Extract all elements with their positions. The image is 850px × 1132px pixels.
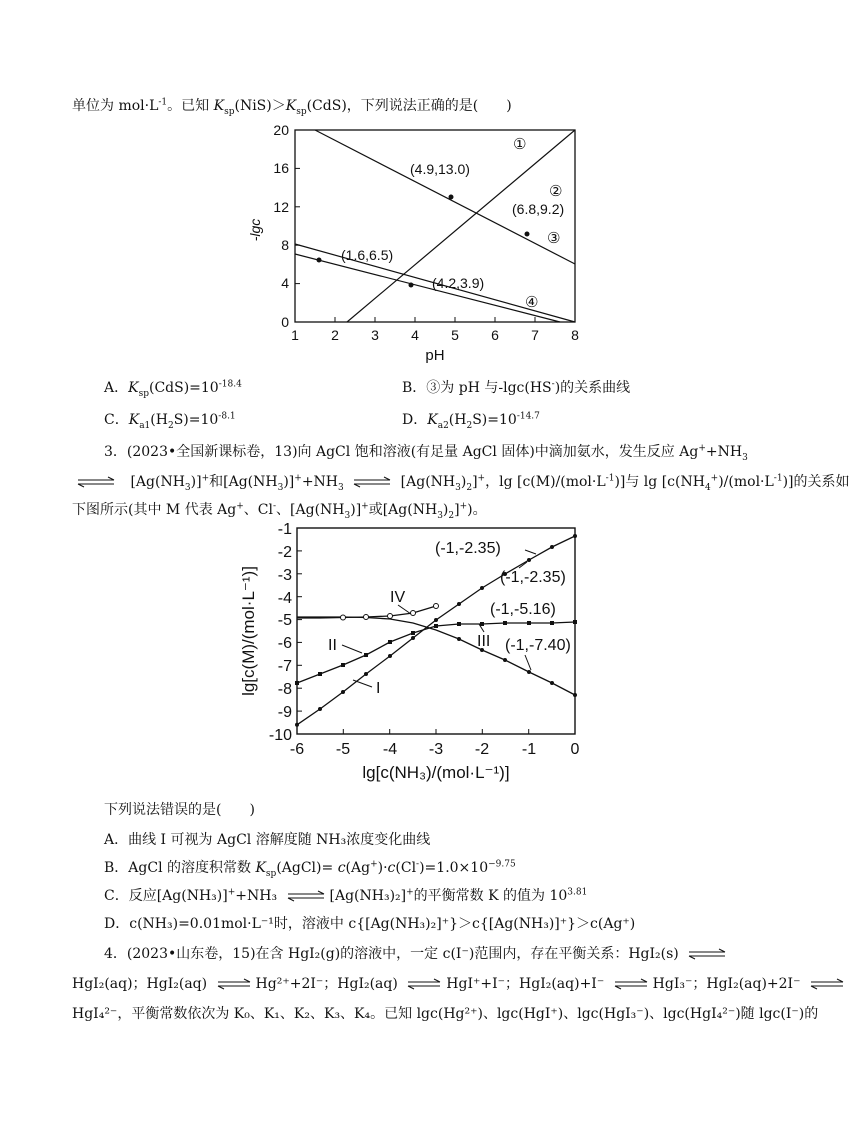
q3-option-c: [104, 886, 587, 906]
chart1-curve-label-1: ①: [513, 136, 527, 153]
opt-text: B．AgCl 的溶度积常数: [104, 860, 256, 876]
chart1-yticks: [295, 130, 300, 322]
opt-text: (Cl: [395, 860, 417, 876]
q3-sub: 3: [184, 482, 191, 493]
equilibrium-arrow-icon: [216, 978, 252, 990]
chart2-ytick--10: -10: [268, 727, 292, 744]
chart-lgc-nh3: [240, 520, 600, 788]
q3-sup: -: [272, 501, 277, 512]
chart2-xtick--6: -6: [289, 741, 305, 758]
opt-sub: a1: [139, 420, 151, 431]
q3-text: )]: [190, 474, 202, 490]
equilibrium-arrow-icon: [406, 978, 442, 990]
opt-k: K: [128, 412, 140, 428]
q4-text: Hg²⁺+2I⁻；HgI₂(aq): [255, 976, 398, 992]
q3-text: ，lg [c(M)/(mol·L: [485, 474, 606, 490]
q3-sup: +: [477, 473, 486, 484]
q3-sub: 4: [704, 482, 711, 493]
chart1-curve-label-4: ④: [525, 294, 539, 311]
chart1-ytick-8: 8: [281, 237, 289, 253]
chart1-ytick-0: 0: [281, 314, 289, 330]
opt-prefix: A．: [104, 380, 129, 396]
q4-text: 4．(2023•山东卷，15)在含 HgI₂(g)的溶液中，一定 c(I⁻)范围内，存在平衡关系：HgI₂(s): [104, 946, 679, 962]
opt-tail: (H: [150, 412, 168, 428]
chart1-xlabel: pH: [425, 347, 445, 364]
chart1-ylabel: -lgc: [247, 218, 263, 242]
chart2-xtick-0: 0: [570, 741, 580, 758]
chart1-xtick-7: 7: [531, 327, 539, 343]
opt-text: +NH₃: [235, 888, 278, 904]
chart1-xtick-1: 1: [291, 327, 299, 343]
opt-sup: +: [370, 859, 378, 870]
q2-option-b: [402, 378, 630, 398]
chart2-xtick--2: -2: [474, 741, 490, 758]
chart2-pointer-1: [525, 550, 536, 554]
q3-question: 下列说法错误的是( ): [104, 802, 255, 818]
q3-line-3: [72, 500, 487, 520]
q3-text: [Ag(NH: [400, 474, 456, 490]
chart1-ytick-12: 12: [273, 199, 289, 215]
chart2-ytick--5: -5: [277, 612, 292, 629]
equilibrium-arrow-icon: [687, 948, 727, 960]
q4-text: HgI₃⁻；HgI₂(aq)+2I⁻: [652, 976, 801, 992]
q3-sub: 3: [437, 510, 443, 521]
q3-text: 下图所示(其中 M 代表 Ag: [72, 502, 237, 518]
chart2-xtick--5: -5: [335, 741, 351, 758]
intro-k2sub: sp: [296, 106, 307, 117]
q3-text: )]: [283, 474, 295, 490]
chart1-xtick-3: 3: [371, 327, 379, 343]
q3-text: 和[Ag(NH: [209, 474, 278, 490]
q3-sub: 3: [277, 482, 284, 493]
chart1-point-b: [525, 232, 530, 237]
chart1-point-d: [409, 283, 414, 288]
chart2-point-label-2: (-1,-2.35): [500, 569, 566, 586]
chart2-ytick--1: -1: [277, 521, 292, 538]
chart2-frame: [297, 528, 575, 734]
intro-k2: K: [285, 98, 297, 114]
opt-prefix: C．: [104, 412, 129, 428]
opt-sup: 3.81: [567, 887, 588, 898]
chart1-curve-label-3: ③: [547, 230, 561, 247]
q3-sup: +: [201, 473, 210, 484]
chart1-ytick-16: 16: [273, 160, 289, 176]
opt-text: D．: [104, 916, 130, 932]
chart2-point-label-4: (-1,-7.40): [505, 637, 571, 654]
opt-text: c(NH₃)=0.01mol·L⁻¹时，溶液中 c{[Ag(NH₃)₂]⁺}＞c{[Ag(NH₃)]⁺}＞c(Ag⁺): [129, 916, 636, 932]
chart2-curve-label-I: I: [376, 680, 381, 697]
opt-prefix: D．: [402, 412, 428, 428]
q3-text: +NH: [301, 474, 339, 490]
q3-text: )]与 lg [c(NH: [614, 474, 705, 490]
chart2-ytick--7: -7: [277, 658, 292, 675]
intro-k2tail: (CdS)，下列说法正确的是( ): [306, 98, 512, 114]
chart2-ytick--6: -6: [277, 635, 292, 652]
equilibrium-arrow-icon: [613, 978, 649, 990]
opt-sup: +: [406, 887, 414, 898]
chart1-curve-label-2: ②: [549, 183, 563, 200]
opt-text: 的平衡常数 K 的值为 10: [413, 888, 568, 904]
q3-text: )。: [467, 502, 487, 518]
opt-sup: -: [551, 379, 555, 390]
opt-sub2: 2: [466, 420, 473, 431]
q4-line-2: [72, 974, 849, 994]
q3-text: +NH: [705, 444, 743, 460]
opt-sup: -8.1: [218, 411, 236, 422]
q3-sup: -1: [773, 473, 783, 484]
opt-tail: (CdS)=10: [148, 380, 219, 396]
chart-ph-lgc: [240, 118, 600, 368]
q3-text: 或[Ag(NH: [368, 502, 438, 518]
q3-line-1: [104, 442, 748, 462]
chart1-curve-4: [295, 254, 560, 322]
chart1-xtick-2: 2: [331, 327, 339, 343]
opt-sup: -14.7: [516, 411, 540, 422]
q3-sup: +: [294, 473, 302, 484]
q4-text: HgI₄²⁻，平衡常数依次为 K₀、K₁、K₂、K₃、K₄。已知 lgc(Hg²⁺)、lgc(HgI⁺)、lgc(HgI₃⁻)、lgc(HgI₄²⁻)随 lgc(I⁻)的: [72, 1006, 819, 1022]
chart1-label-d: (4.2,3.9): [432, 275, 485, 291]
q3-sup: +: [710, 473, 719, 484]
q3-sub: 3: [338, 482, 344, 493]
opt-tail: (H: [448, 412, 467, 428]
opt-text: C．反应[Ag(NH₃)]: [104, 888, 228, 904]
opt-text: [Ag(NH₃)₂]: [329, 888, 407, 904]
q2-option-d: [402, 410, 540, 430]
chart2-pointer-4: [525, 655, 531, 670]
intro-sup: -1: [158, 97, 168, 108]
q4-text: HgI⁺+I⁻；HgI₂(aq)+I⁻: [446, 976, 605, 992]
q3-text: 、Cl: [243, 502, 273, 518]
chart2-xtick--3: -3: [428, 741, 444, 758]
intro-k1sub: sp: [224, 106, 235, 117]
q3-text: )]的关系如: [782, 474, 850, 490]
q3-sup: +: [236, 501, 244, 512]
chart2-ytick--9: -9: [277, 704, 292, 721]
chart2-curve-label-III: III: [477, 633, 491, 650]
chart1-xtick-4: 4: [411, 327, 419, 343]
opt-tail2: S)=10: [472, 412, 517, 428]
intro-k1tail: (NiS)＞: [234, 98, 286, 114]
q3-sup: +: [459, 501, 468, 512]
chart2-ytick--3: -3: [277, 567, 292, 584]
chart2-curve-label-IV: IV: [390, 589, 406, 606]
q2-option-a: [104, 378, 242, 398]
q3-text: [Ag(NH: [130, 474, 185, 490]
q3-text: )]: [350, 502, 362, 518]
chart1-label-b: (6.8,9.2): [512, 201, 565, 217]
opt-sub2: 2: [167, 420, 174, 431]
q3-text: 、[Ag(NH: [276, 502, 345, 518]
q3-sub: 2: [466, 482, 473, 493]
chart2-ytick--8: -8: [277, 681, 292, 698]
q2-option-c: [104, 410, 236, 430]
opt-k: K: [427, 412, 438, 428]
chart2-ytick--2: -2: [277, 544, 292, 561]
chart1-xtick-5: 5: [451, 327, 459, 343]
chart2-xticks: [297, 729, 575, 734]
opt-sub: sp: [138, 388, 149, 399]
q4-line-1: [104, 944, 731, 964]
q3-option-d: [104, 914, 635, 934]
q3-sub: 3: [344, 510, 351, 521]
equilibrium-arrow-icon: [76, 476, 116, 488]
chart2-curve-III: [297, 617, 575, 695]
q3-text: ): [442, 502, 449, 518]
q3-option-b: [104, 858, 516, 878]
opt-k: K: [128, 380, 139, 396]
opt-sub: a2: [437, 420, 449, 431]
opt-text: (AgCl)=: [276, 860, 338, 876]
q3-text: )/(mol·L: [718, 474, 774, 490]
chart2-point-label-1: (-1,-2.35): [435, 540, 501, 557]
chart1-point-a: [449, 195, 454, 200]
chart1-xticks: [295, 317, 575, 322]
opt-c: c: [387, 860, 396, 876]
chart1-label-c: (1.6,6.5): [341, 247, 394, 263]
chart1-curve-3: [315, 130, 575, 264]
chart1-xtick-6: 6: [491, 327, 499, 343]
chart2-ylabel: lg[c(M)/(mol·L⁻¹)]: [239, 566, 258, 696]
chart1-ytick-4: 4: [281, 275, 289, 291]
equilibrium-arrow-icon: [352, 476, 392, 488]
q3-sub: 2: [448, 510, 455, 521]
q3-option-a: A．曲线 I 可视为 AgCl 溶解度随 NH₃浓度变化曲线: [104, 832, 431, 848]
q3-text: 3．(2023•全国新课标卷，13)向 AgCl 饱和溶液(有足量 AgCl 固体)中滴加氨水，发生反应 Ag: [104, 444, 699, 460]
intro-text: 单位为 mol·L: [72, 98, 159, 114]
equilibrium-arrow-icon: [809, 978, 845, 990]
chart1-ytick-20: 20: [273, 122, 289, 138]
opt-sup: −9.75: [488, 859, 516, 870]
chart2-label-pointer-IV: [398, 605, 411, 614]
q3-text: ]: [454, 502, 460, 518]
opt-c: c: [337, 860, 346, 876]
chart2-xtick--1: -1: [521, 741, 537, 758]
q4-line-3: [72, 1004, 818, 1024]
chart2-yticks: [297, 528, 302, 734]
chart2-label-pointer-II: [342, 645, 362, 653]
q3-line-2: [72, 472, 850, 492]
intro-k1: K: [213, 98, 225, 114]
opt-text: )·: [377, 860, 388, 876]
opt-sup: -18.4: [218, 379, 242, 390]
chart1-xtick-8: 8: [571, 327, 579, 343]
q3-sub: 3: [455, 482, 461, 493]
chart1-point-c: [317, 258, 322, 263]
q3-sub: 3: [742, 452, 748, 463]
opt-k: K: [255, 860, 266, 876]
chart1-label-a: (4.9,13.0): [410, 161, 470, 177]
opt-tail2: S)=10: [173, 412, 219, 428]
opt-sup: +: [227, 887, 236, 898]
chart2-point-label-3: (-1,-5.16): [490, 601, 556, 618]
q3-sup: -1: [605, 473, 615, 484]
chart2-label-pointer-I: [353, 680, 372, 687]
equilibrium-arrow-icon: [286, 890, 326, 902]
q3-sup: +: [361, 501, 369, 512]
q3-text: ]: [472, 474, 478, 490]
opt-text: )=1.0×10: [419, 860, 489, 876]
opt-tail: )的关系曲线: [554, 380, 631, 396]
chart2-xlabel: lg[c(NH₃)/(mol·L⁻¹)]: [362, 763, 510, 782]
chart2-xtick--4: -4: [382, 741, 398, 758]
q4-text: HgI₂(aq)；HgI₂(aq): [72, 976, 208, 992]
intro-line: [72, 96, 512, 116]
opt-sub: sp: [265, 868, 277, 879]
chart1-curve-1: [347, 130, 575, 322]
q3-sup: +: [698, 443, 706, 454]
opt-text: B．③为 pH 与-lgc(HS: [402, 380, 552, 396]
q3-text: ): [460, 474, 467, 490]
chart2-ytick--4: -4: [277, 590, 292, 607]
intro-mid: 。已知: [167, 98, 214, 114]
opt-sup: -: [416, 859, 420, 870]
opt-text: (Ag: [345, 860, 371, 876]
chart2-curve-label-II: II: [328, 637, 337, 654]
